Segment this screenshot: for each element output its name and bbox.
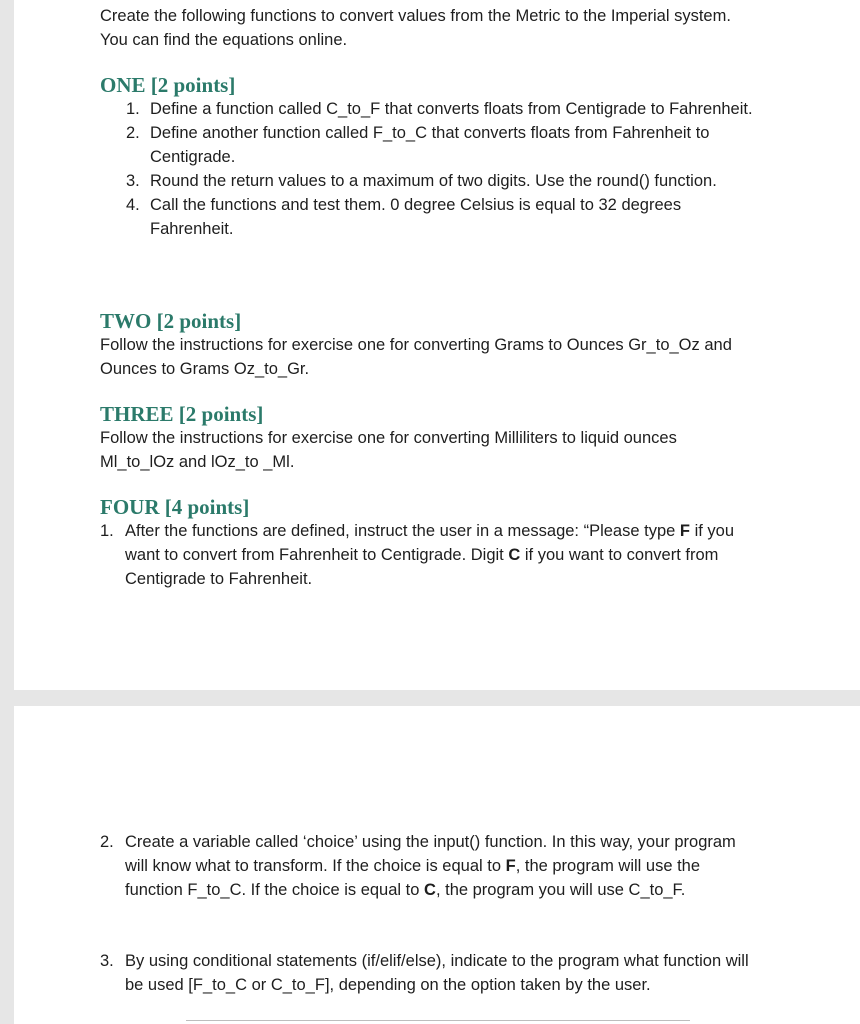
page-two-item-2 xyxy=(100,830,750,902)
list-item xyxy=(100,949,750,997)
list-number: 1. xyxy=(126,100,140,118)
intro-paragraph: Create the following functions to convert values from the Metric to the Imperial system. You can find the equations online. xyxy=(100,7,731,49)
list-item: 1. After the functions are defined, instruct the user in a message: “Please type F if you want to convert from Fahrenheit to Centigrade. Digit C if you want to convert from Centigrade to Fahrenheit. xyxy=(100,519,750,591)
list-item xyxy=(100,169,760,193)
list-number: 1. xyxy=(100,522,114,540)
footnote-divider xyxy=(186,1020,690,1021)
list-number: 3. xyxy=(126,172,140,190)
section-three-heading: THREE [2 points] xyxy=(100,402,264,426)
bold-letter-c: C xyxy=(424,881,436,899)
section-four-list xyxy=(100,519,750,591)
bold-letter-f: F xyxy=(505,857,516,875)
list-item xyxy=(100,121,760,169)
list-text: Define another function called F_to_C that converts floats from Fahrenheit to Centigrade. xyxy=(150,124,710,166)
list-number: 4. xyxy=(126,196,140,214)
list-text: Round the return values to a maximum of two digits. Use the round() function. xyxy=(150,172,717,190)
bold-letter-c: C xyxy=(508,546,521,564)
list-item xyxy=(100,97,760,121)
list-item: 2. Create a variable called ‘choice’ using the input() function. In this way, your program will know what to transform. If the choice is equal to F, the program will use the function F_to_C. If the choice is equal to C, the program you will use C_to_F. xyxy=(100,830,750,902)
section-two-heading: TWO [2 points] xyxy=(100,309,242,333)
list-text: Define a function called C_to_F that converts floats from Centigrade to Fahrenheit. xyxy=(150,100,753,118)
list-text: Call the functions and test them. 0 degree Celsius is equal to 32 degrees Fahrenheit. xyxy=(150,196,682,238)
list-number: 2. xyxy=(100,833,114,851)
section-one-list xyxy=(100,97,760,241)
list-number: 3. xyxy=(100,952,114,970)
list-text: By using conditional statements (if/elif/else), indicate to the program what function will be used [F_to_C or C_to_F], depending on the option taken by the user. xyxy=(125,952,749,994)
section-three-body: Follow the instructions for exercise one for converting Milliliters to liquid ounces Ml_to_lOz and lOz_to _Ml. xyxy=(100,429,677,471)
bold-letter-f: F xyxy=(679,522,690,540)
list-item xyxy=(100,193,760,241)
page-two-item-3 xyxy=(100,949,750,997)
section-four-heading: FOUR [4 points] xyxy=(100,495,250,519)
section-one-heading: ONE [2 points] xyxy=(100,73,236,97)
list-number: 2. xyxy=(126,124,140,142)
section-two-body: Follow the instructions for exercise one for converting Grams to Ounces Gr_to_Oz and Ounces to Grams Oz_to_Gr. xyxy=(100,336,732,378)
